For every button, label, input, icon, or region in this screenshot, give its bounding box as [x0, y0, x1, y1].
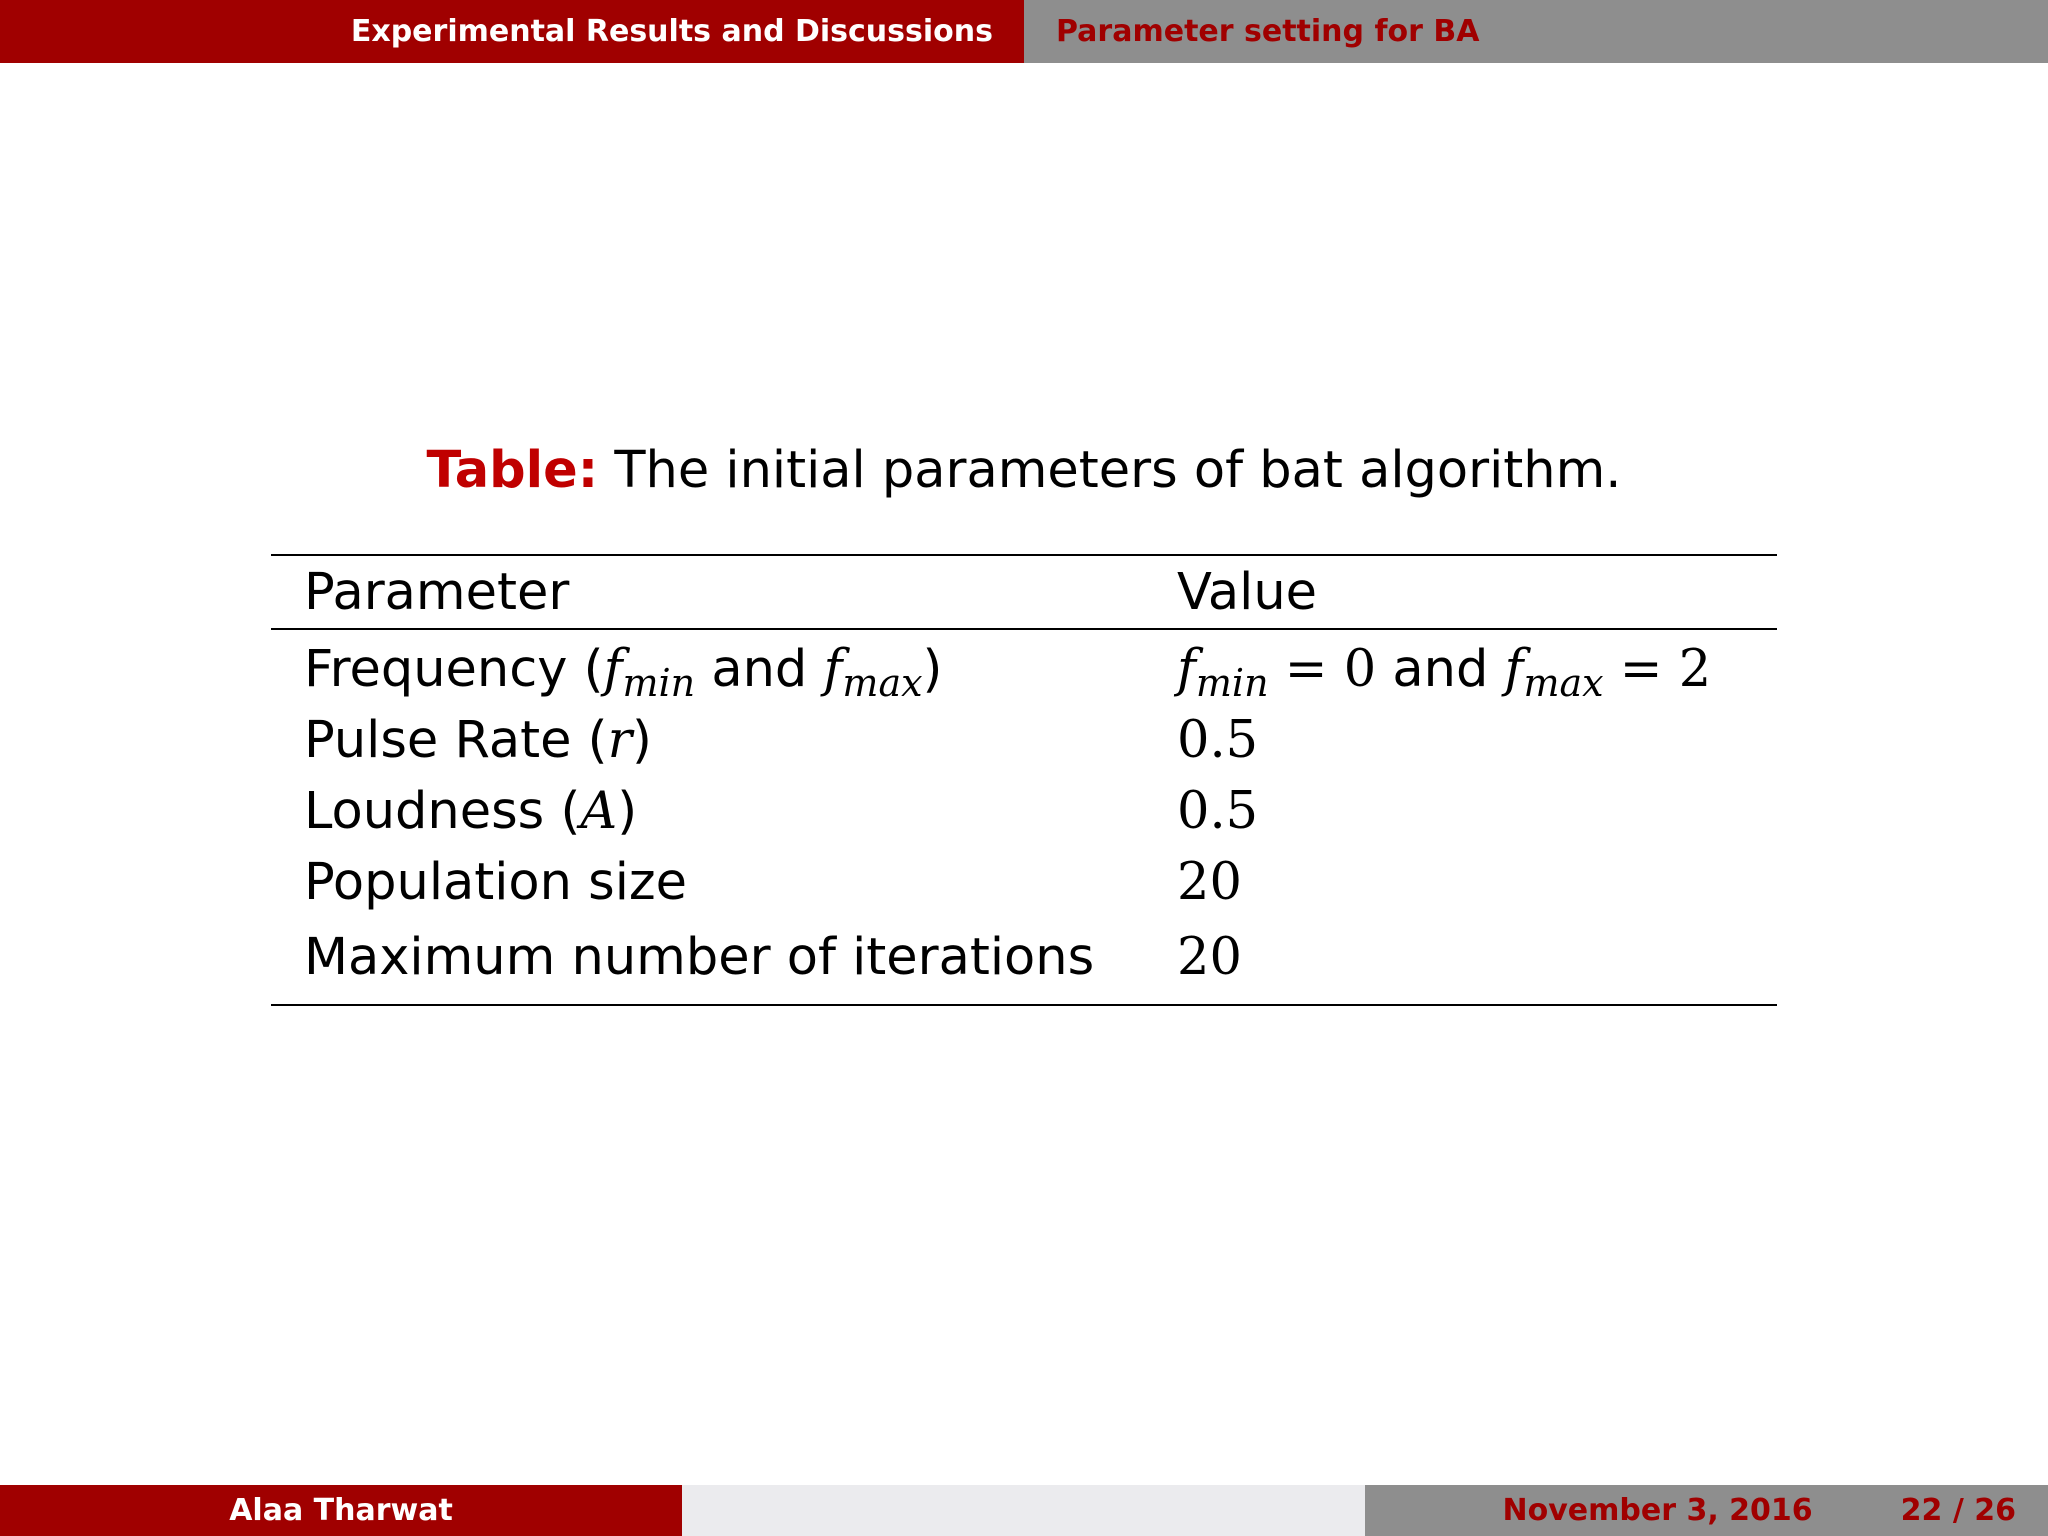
max-subscript: max — [842, 661, 923, 705]
table-row-loudness — [271, 776, 1777, 847]
cell-value-loudness: 0.5 — [1177, 782, 1259, 841]
cell-param-max-iterations: Maximum number of iterations — [304, 927, 1095, 987]
table-row-frequency — [271, 629, 1777, 705]
cell-param-population-size: Population size — [304, 853, 688, 912]
parameter-table — [271, 554, 1777, 1006]
header-bar — [0, 0, 2048, 63]
f-symbol: f — [1504, 640, 1524, 699]
r-symbol: r — [607, 711, 632, 770]
footer-page-number: 22 / 26 — [1900, 1493, 2016, 1528]
footer-date: November 3, 2016 — [1502, 1493, 1813, 1528]
max-subscript: max — [1523, 661, 1604, 705]
close-paren: ) — [617, 782, 638, 841]
table-header-row — [271, 555, 1777, 629]
cell-value-frequency — [1144, 629, 1777, 705]
footer-bar — [0, 1485, 2048, 1536]
f-symbol: f — [1177, 640, 1196, 699]
table-row-max-iterations — [271, 918, 1777, 1005]
min-subscript: min — [622, 661, 696, 705]
f-min-equation: = 0 — [1268, 640, 1377, 699]
column-header-parameter: Parameter — [304, 562, 570, 622]
cell-param-loudness — [271, 776, 1144, 847]
cell-param-pulse-rate — [271, 705, 1144, 776]
caption-text: The initial parameters of bat algorithm. — [614, 441, 1622, 500]
table-row-pulse-rate — [271, 705, 1777, 776]
close-paren: ) — [922, 640, 943, 699]
cell-param-frequency — [271, 629, 1144, 705]
footer-title-panel — [682, 1485, 1365, 1536]
footer-date-panel — [1365, 1485, 2048, 1536]
cell-value-pulse-rate: 0.5 — [1177, 711, 1259, 770]
and-text: and — [1376, 640, 1505, 699]
min-subscript: min — [1195, 661, 1269, 705]
column-header-value: Value — [1177, 562, 1318, 622]
caption-label: Table: — [426, 441, 599, 500]
cell-value-population-size: 20 — [1177, 853, 1242, 912]
f-symbol: f — [603, 640, 623, 699]
header-section-title[interactable]: Experimental Results and Discussions — [350, 14, 993, 49]
header-subsection-panel[interactable] — [1024, 0, 2048, 63]
cell-value-max-iterations: 20 — [1177, 927, 1242, 987]
table-row-population-size — [271, 847, 1777, 918]
header-section-panel[interactable] — [0, 0, 1024, 63]
table-caption — [0, 436, 2048, 506]
header-subsection-title[interactable]: Parameter setting for BA — [1056, 14, 1480, 49]
a-symbol: A — [580, 782, 618, 841]
f-max-symbol — [1504, 640, 1604, 705]
and-text: and — [695, 640, 824, 699]
frequency-label: Frequency ( — [304, 640, 604, 699]
f-max-equation: = 2 — [1603, 640, 1712, 699]
footer-author-panel — [0, 1485, 682, 1536]
footer-author: Alaa Tharwat — [229, 1493, 453, 1528]
f-min-symbol — [603, 640, 696, 705]
f-min-symbol — [1177, 640, 1269, 705]
f-max-symbol — [823, 640, 923, 705]
f-symbol: f — [823, 640, 843, 699]
close-paren: ) — [631, 711, 652, 770]
pulse-rate-label: Pulse Rate ( — [304, 711, 608, 770]
loudness-label: Loudness ( — [304, 782, 581, 841]
